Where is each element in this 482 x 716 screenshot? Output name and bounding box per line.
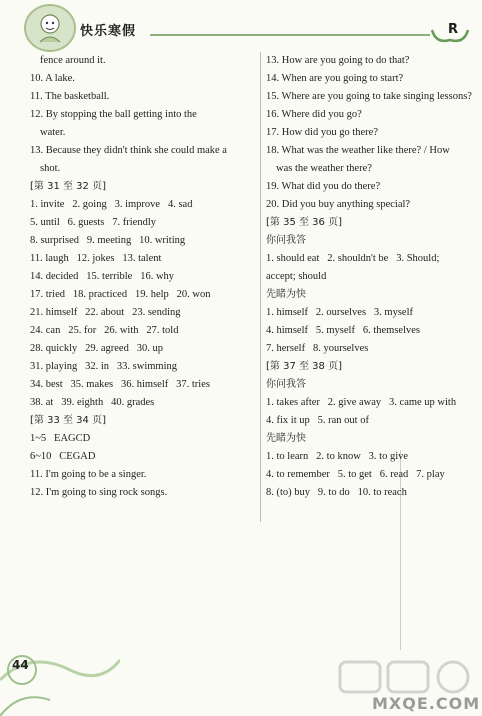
answer-line: 12. By stopping the ball getting into the xyxy=(30,109,197,120)
page-number: 44 xyxy=(12,658,29,672)
answer-line: shot. xyxy=(40,163,61,174)
answer-line: 7. herself 8. yourselves xyxy=(266,343,369,354)
book-title: 快乐寒假 xyxy=(80,24,137,39)
answer-line: 18. What was the weather like there? / How xyxy=(266,145,450,156)
answer-line: 34. best 35. makes 36. himself 37. tries xyxy=(30,379,210,390)
corner-decoration-icon xyxy=(0,640,120,716)
answer-line: 4. himself 5. myself 6. themselves xyxy=(266,325,420,336)
answer-line: fence around it. xyxy=(40,55,106,66)
answer-line: water. xyxy=(40,127,66,138)
page-header xyxy=(0,0,482,52)
answer-line: 1. should eat 2. shouldn't be 3. Should; xyxy=(266,253,440,264)
answer-line: [第 35 至 36 页] xyxy=(266,217,342,228)
column-divider xyxy=(260,52,261,522)
answer-line: 13. How are you going to do that? xyxy=(266,55,410,66)
answer-line: 5. until 6. guests 7. friendly xyxy=(30,217,156,228)
watermark-text: MXQE.COM xyxy=(372,694,481,713)
answer-line: 1. invite 2. going 3. improve 4. sad xyxy=(30,199,193,210)
answer-line: 你问我答 xyxy=(266,379,306,390)
answer-line: [第 33 至 34 页] xyxy=(30,415,106,426)
answer-line: 19. What did you do there? xyxy=(266,181,381,192)
answer-line: 先睹为快 xyxy=(266,433,306,444)
answer-line: 4. fix it up 5. ran out of xyxy=(266,415,369,426)
answer-line: 先睹为快 xyxy=(266,289,306,300)
answer-line: 24. can 25. for 26. with 27. told xyxy=(30,325,179,336)
answer-line: 21. himself 22. about 23. sending xyxy=(30,307,181,318)
answer-line: 10. A lake. xyxy=(30,73,75,84)
answer-line: 11. laugh 12. jokes 13. talent xyxy=(30,253,162,264)
answer-line: [第 31 至 32 页] xyxy=(30,181,106,192)
answer-line: [第 37 至 38 页] xyxy=(266,361,342,372)
answer-line: 14. decided 15. terrible 16. why xyxy=(30,271,175,282)
edition-letter: R xyxy=(448,22,459,37)
answer-line: 38. at 39. eighth 40. grades xyxy=(30,397,155,408)
answer-line: 11. I'm going to be a singer. xyxy=(30,469,147,480)
answer-line: 20. Did you buy anything special? xyxy=(266,199,411,210)
answer-line: 6~10 CEGAD xyxy=(30,451,96,462)
answer-line: 16. Where did you go? xyxy=(266,109,362,120)
answer-line: 15. Where are you going to take singing lessons? xyxy=(266,91,472,102)
answer-line: 13. Because they didn't think she could make a xyxy=(30,145,227,156)
answer-line: 28. quickly 29. agreed 30. up xyxy=(30,343,163,354)
answer-line: 8. (to) buy 9. to do 10. to reach xyxy=(266,487,407,498)
answer-line: 8. surprised 9. meeting 10. writing xyxy=(30,235,186,246)
mascot-logo-icon xyxy=(24,4,76,52)
answer-line: 1. himself 2. ourselves 3. myself xyxy=(266,307,413,318)
answer-line: 31. playing 32. in 33. swimming xyxy=(30,361,177,372)
answer-line: 17. How did you go there? xyxy=(266,127,378,138)
header-rule xyxy=(150,34,430,36)
answer-line: 11. The basketball. xyxy=(30,91,110,102)
answer-line: was the weather there? xyxy=(276,163,372,174)
answer-line: 14. When are you going to start? xyxy=(266,73,404,84)
answer-line: 4. to remember 5. to get 6. read 7. play xyxy=(266,469,445,480)
answer-line: 1. takes after 2. give away 3. came up with xyxy=(266,397,457,408)
left-answer-column xyxy=(30,52,252,502)
answer-line: accept; should xyxy=(266,271,327,282)
answer-line: 你问我答 xyxy=(266,235,306,246)
answer-line: 1~5 EAGCD xyxy=(30,433,91,444)
answer-line: 1. to learn 2. to know 3. to give xyxy=(266,451,409,462)
right-answer-column xyxy=(266,52,476,502)
answer-line: 17. tried 18. practiced 19. help 20. won xyxy=(30,289,211,300)
answer-line: 12. I'm going to sing rock songs. xyxy=(30,487,168,498)
